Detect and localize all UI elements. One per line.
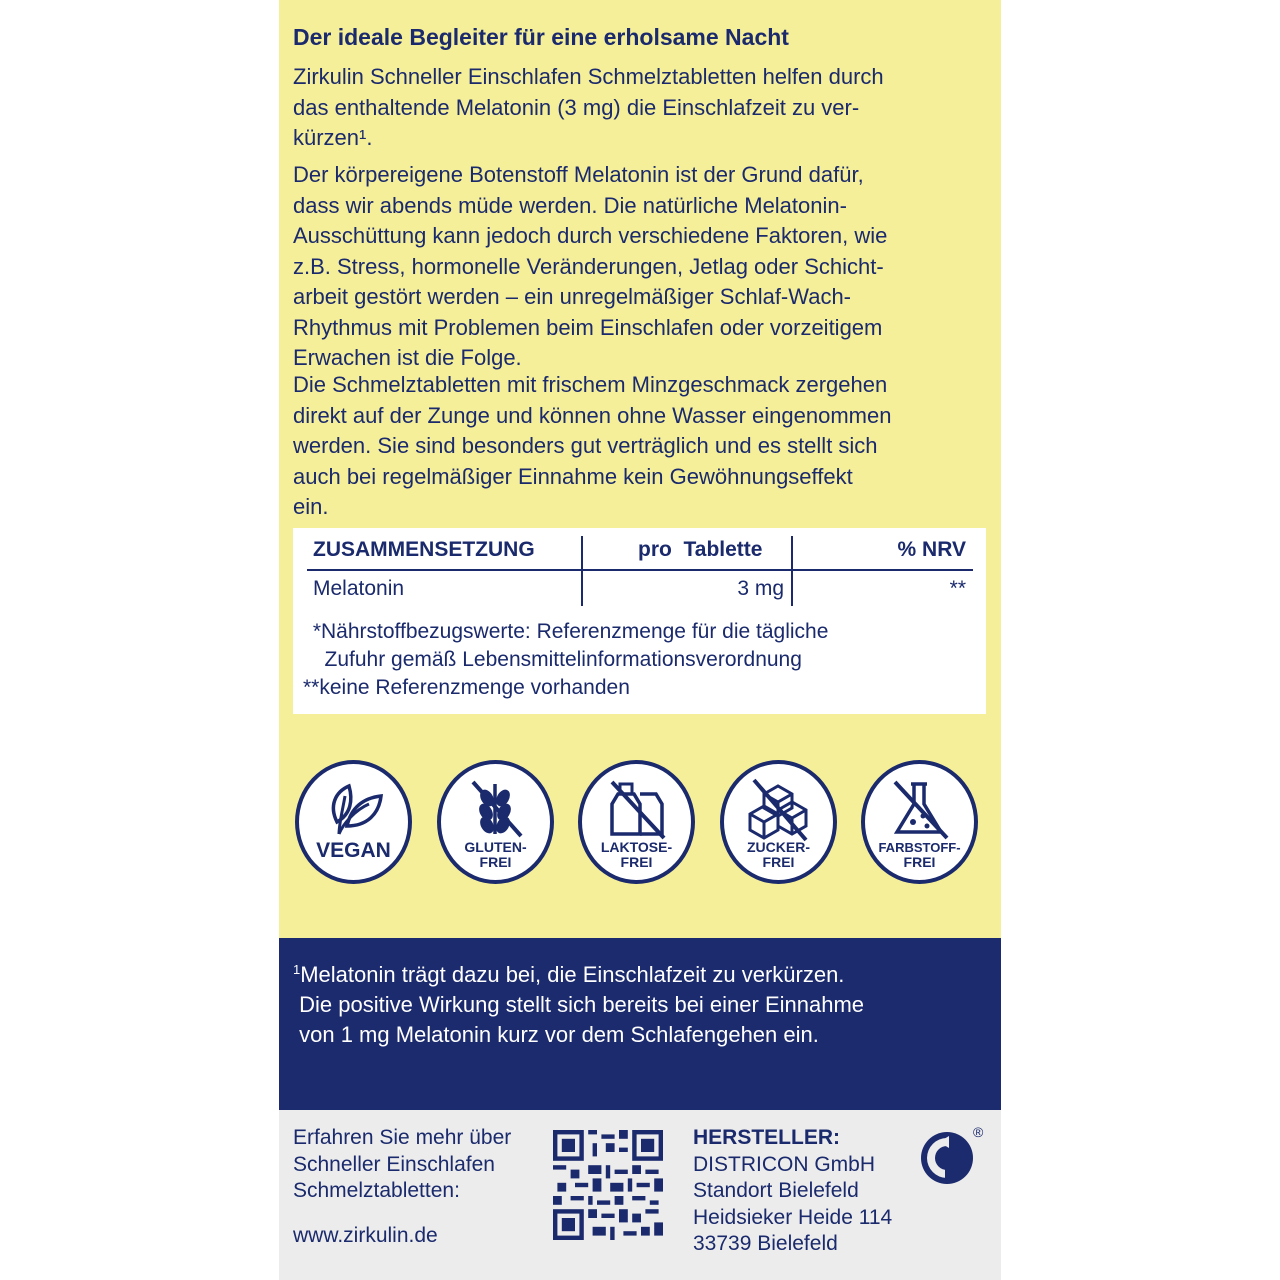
paragraph-melatonin xyxy=(293,160,993,374)
table-footnote: Zufuhr gemäß Lebensmittelinformationsverordnung xyxy=(307,648,802,671)
website-link[interactable]: www.zirkulin.de xyxy=(293,1224,438,1247)
text-line: Ausschüttung kann jedoch durch verschiedene Faktoren, wie xyxy=(293,223,888,248)
package-back-panel xyxy=(279,0,1001,1280)
badge-lactose-free xyxy=(578,760,695,884)
badge-label: FREI xyxy=(620,854,653,870)
table-header-nrv: % NRV xyxy=(897,538,966,561)
text-line: von 1 mg Melatonin kurz vor dem Schlafengehen ein. xyxy=(293,1022,819,1047)
table-cell-amount: 3 mg xyxy=(737,577,784,600)
text-line: 33739 Bielefeld xyxy=(693,1232,838,1255)
text-line xyxy=(293,955,993,990)
badge-sugar-free xyxy=(720,760,837,884)
text-line: kürzen¹. xyxy=(293,125,373,150)
text-line: DISTRICON GmbH xyxy=(693,1152,876,1176)
table-cell-ingredient: Melatonin xyxy=(313,577,405,600)
badge-label: ZUCKER- xyxy=(747,839,810,855)
composition-table xyxy=(293,528,986,714)
paragraph-tablets xyxy=(293,370,993,523)
badge-label: VEGAN xyxy=(316,839,391,862)
footnote-text xyxy=(293,955,993,1050)
text-line: dass wir abends müde werden. Die natürliche Melatonin- xyxy=(293,192,847,218)
table-divider xyxy=(307,569,973,571)
green-dot-recycling-icon xyxy=(919,1130,975,1186)
manufacturer-label: HERSTELLER: xyxy=(693,1126,840,1149)
table-footnote: **keine Referenzmenge vorhanden xyxy=(303,676,630,699)
leaf-icon xyxy=(299,764,408,880)
badge-gluten-free xyxy=(437,760,554,884)
text-line: Schneller Einschlafen xyxy=(293,1152,495,1176)
text-line: ein. xyxy=(293,494,329,519)
text-line: Erfahren Sie mehr über xyxy=(293,1126,512,1149)
text-line: Der körpereigene Botenstoff Melatonin ist der Grund dafür, xyxy=(293,162,864,187)
qr-code-icon[interactable] xyxy=(553,1130,663,1240)
text-line: werden. Sie sind besonders gut verträglich und es stellt sich xyxy=(293,433,878,458)
text-line: Schmelztabletten: xyxy=(293,1179,460,1202)
badge-label: FREI xyxy=(903,854,936,870)
badge-label: LAKTOSE- xyxy=(600,839,673,855)
table-header-composition: ZUSAMMENSETZUNG xyxy=(313,538,535,561)
text-line: direkt auf der Zunge und können ohne Wasser eingenommen xyxy=(293,402,892,428)
badge-label: FREI xyxy=(479,854,512,870)
text-line-content: Melatonin trägt dazu bei, die Einschlafzeit zu verkürzen. xyxy=(300,962,845,987)
text-line: Die positive Wirkung stellt sich bereits bei einer Einnahme xyxy=(293,992,865,1017)
badge-label: FARBSTOFF- xyxy=(878,840,961,855)
footnote-marker: 1 xyxy=(293,962,301,977)
text-line: Erwachen ist die Folge. xyxy=(293,345,522,370)
badge-label: FREI xyxy=(762,854,795,870)
text-line: arbeit gestört werden – ein unregelmäßiger Schlaf-Wach- xyxy=(293,284,852,309)
text-line: Rhythmus mit Problemen beim Einschlafen oder vorzeitigem xyxy=(293,314,883,340)
badge-vegan xyxy=(295,760,412,884)
table-column-divider xyxy=(581,536,583,606)
text-line: Standort Bielefeld xyxy=(693,1179,859,1202)
text-line: Heidsieker Heide 114 xyxy=(693,1205,893,1229)
table-cell-nrv: ** xyxy=(949,577,966,600)
text-line: Zirkulin Schneller Einschlafen Schmelztabletten helfen durch xyxy=(293,64,884,89)
text-line: Die Schmelztabletten mit frischem Minzgeschmack zergehen xyxy=(293,372,888,397)
text-line: auch bei regelmäßiger Einnahme kein Gewöhnungseffekt xyxy=(293,463,853,489)
badge-label: GLUTEN- xyxy=(464,839,527,855)
paragraph-intro xyxy=(293,62,993,154)
text-line: z.B. Stress, hormonelle Veränderungen, Jetlag oder Schicht- xyxy=(293,253,884,279)
learn-more-text xyxy=(293,1125,511,1205)
registered-mark: ® xyxy=(973,1124,984,1140)
table-footnote: *Nährstoffbezugswerte: Referenzmenge für die tägliche xyxy=(307,620,829,643)
table-column-divider xyxy=(791,536,793,606)
badge-colorant-free xyxy=(861,760,978,884)
text-line: das enthaltende Melatonin (3 mg) die Einschlafzeit zu ver- xyxy=(293,94,860,120)
info-section xyxy=(279,0,1001,938)
table-header-per-tablet: pro Tablette xyxy=(638,538,763,561)
heading: Der ideale Begleiter für eine erholsame Nacht xyxy=(293,24,789,50)
manufacturer-info xyxy=(693,1125,892,1258)
